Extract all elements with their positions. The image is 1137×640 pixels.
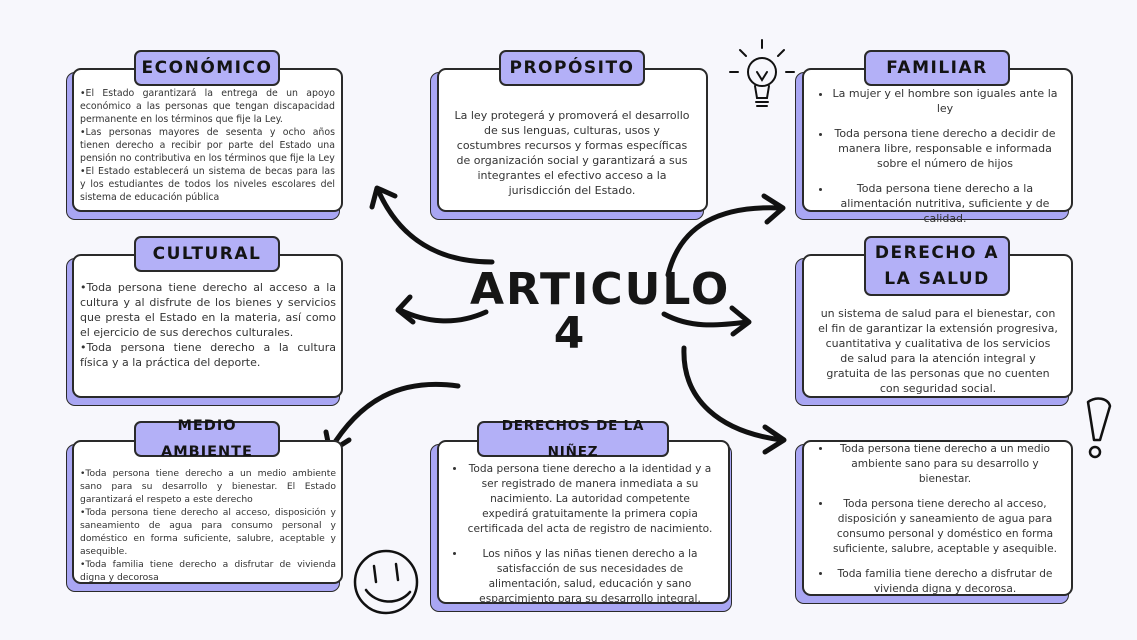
list-item: •El Estado establecerá un sistema de becas para las y los estudiantes de todos los niveles escolares del sistema de educación pública — [80, 166, 335, 203]
list-item: •Toda persona tiene derecho a la cultura física y a la práctica del deporte. — [80, 341, 336, 369]
card-title: PROPÓSITO — [499, 50, 645, 86]
main-title-line2: 4 — [553, 308, 587, 359]
list-item: • La mujer y el hombre son iguales ante la ley — [832, 86, 1058, 116]
list-item: • Toda persona tiene derecho a un medio ambiente sano para su desarrollo y bienestar. — [832, 442, 1058, 487]
list-item: • Toda persona tiene derecho a la alimentación nutritiva, suficiente y de calidad. — [832, 181, 1058, 226]
list-item: • Los niños y las niñas tienen derecho a la satisfacción de sus necesidades de alimentación, salud, educación y sano esparcimiento para su desarrollo integral. — [466, 547, 714, 607]
card-title: FAMILIAR — [864, 50, 1010, 86]
list-item: •Las personas mayores de sesenta y ocho años tienen derecho a recibir por parte del Estado una pensión no contributiva en los términos que fije la Ley — [80, 127, 335, 164]
card-body — [80, 87, 335, 204]
main-title-line1: ARTICULO — [470, 264, 731, 315]
card-body — [80, 467, 336, 584]
card-title: ECONÓMICO — [134, 50, 280, 86]
card-body — [452, 462, 714, 617]
card-title: DERECHOS DE LA NIÑEZ — [477, 421, 669, 457]
card-text: La ley protegerá y promoverá el desarrollo de sus lenguas, culturas, usos y costumbres recursos y formas específicas de organización social y garantizará a sus integrantes el efectivo acceso a la jurisdicción del Estado. — [454, 109, 690, 197]
list-item: • Toda persona tiene derecho al acceso, disposición y saneamiento de agua para consumo personal y doméstico en forma suficiente, salubre, aceptable y asequible. — [832, 497, 1058, 557]
card-title: DERECHO A LA SALUD — [864, 236, 1010, 296]
list-item: •El Estado garantizará la entrega de un apoyo económico a las personas que tengan discapacidad permanente en los términos que fije la Ley. — [80, 88, 335, 125]
main-title — [470, 264, 731, 359]
card-body — [818, 86, 1058, 236]
list-item: • Toda familia tiene derecho a disfrutar de vivienda digna y decorosa. — [832, 567, 1058, 597]
smiley-icon — [355, 551, 417, 613]
arrow-icon — [664, 314, 748, 325]
list-item: •Toda persona tiene derecho al acceso a la cultura y al disfrute de los bienes y servicios que presta el Estado en la materia, así como el ejercicio de sus derechos culturales. — [80, 281, 336, 339]
lightbulb-icon — [730, 40, 794, 106]
card-text: un sistema de salud para el bienestar, con el fin de garantizar la extensión progresiva, cuantitativa y cualitativa de los servicios de salud para la atención integral y gratuita de las personas que no cuenten con seguridad social. — [818, 307, 1058, 395]
card-body — [818, 442, 1058, 607]
list-item: •Toda persona tiene derecho a un medio ambiente sano para su desarrollo y bienestar. El Estado garantizará el respeto a este derecho — [80, 468, 336, 505]
list-item: • Toda persona tiene derecho a decidir de manera libre, responsable e informada sobre el número de hijos — [832, 126, 1058, 171]
list-item: •Toda persona tiene derecho al acceso, disposición y saneamiento de agua para consumo personal y doméstico en forma suficiente, salubre, aceptable y asequible. — [80, 507, 336, 557]
list-item: • Toda persona tiene derecho a la identidad y a ser registrado de manera inmediata a su nacimiento. La autoridad competente expedirá gratuitamente la primera copia certificada del acta de registro de nacimiento. — [466, 462, 714, 537]
card-body — [818, 306, 1058, 396]
list-item: •Toda familia tiene derecho a disfrutar de vivienda digna y decorosa — [80, 559, 336, 583]
card-body — [80, 280, 336, 370]
card-body — [452, 108, 692, 198]
card-title: MEDIO AMBIENTE — [134, 421, 280, 457]
exclamation-icon — [1088, 399, 1110, 457]
card-title: CULTURAL — [134, 236, 280, 272]
